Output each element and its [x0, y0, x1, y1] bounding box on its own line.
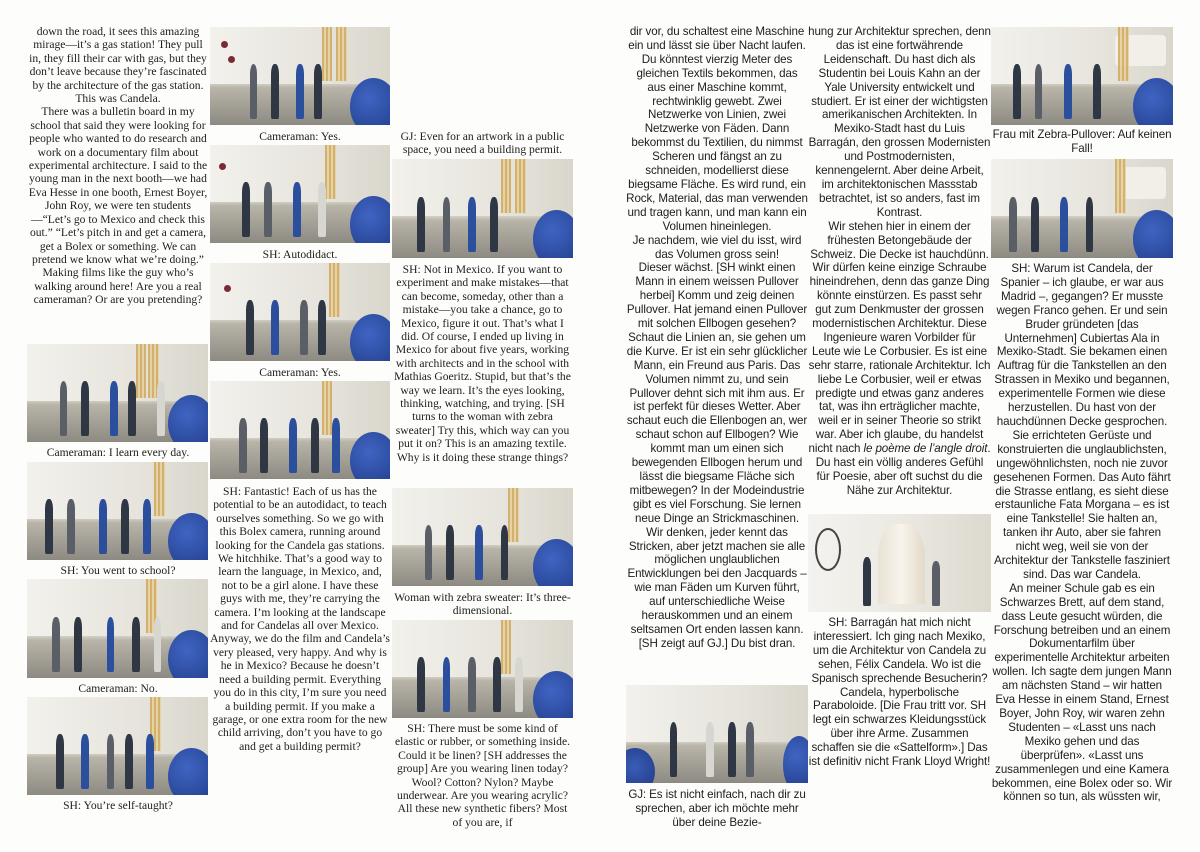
left-col3-text: SH: Not in Mexico. If you want to experiment and make mistakes—that can become, someday, other than a mistake—you take a chance, go to Mexico, figure it out. That’s what I did. Of course, I ended up living in Mexico for about five years, working with architects and in the school with Mathias Goeritz. Stupid, but that’s the way we learn. It’s the eyes looking, thinking, watching, and trying. [SH turns to the woman with zebra sweater] Try this, which way can you put it on? This is an amazing textile. Why is it doing these strange things?: [394, 263, 571, 464]
event-photo: [27, 697, 208, 795]
event-photo: [991, 159, 1173, 258]
caption-woman: Woman with zebra sweater: It’s three-dimensional.: [394, 591, 571, 618]
paragraph: Wir stehen hier in einem der frühesten Betongebäude der Schweiz. Die Decke ist hauchdünn. Wir dürfen keine einzige Schraube hineindrehen, denn das ganze Ding könnte einstürzen. Es passt sehr gut zum Denkmuster der grossen modernistischen Architektur. Diese Ingenieure waren Vorbilder für Leute wie Le Corbusier. Es ist eine sehr starre, rationale Architektur. Ich liebe Le Corbusier, weil er etwas predigte und etwas ganz anderes tat, was ihn erträglicher machte, weil er in seiner Theorie so strikt war. Aber ich glaube, du handelst nicht nach le poème de l’angle droit. Du hast ein völlig anderes Gefühl für Poesie, aber oft suchst du die Nähe zur Architektur.: [808, 219, 991, 497]
caption-sh: SH: Autodidact.: [262, 248, 338, 261]
paragraph: hung zur Architektur sprechen, denn das ist eine fortwährende Leidenschaft. Du hast dich als Studentin bei Louis Kahn an der Yale University entwickelt und studiert. Er ist einer der wichtigsten amerikanischen Architekten. In Mexiko-Stadt hast du Luis Barragán, den grossen Modernisten und Postmodernisten, kennengelernt. Aber deine Arbeit, im architektonischen Massstab betrachtet, ist so anders, fast im Kontrast.: [808, 25, 991, 219]
event-photo: [210, 263, 390, 361]
paragraph: There was a bulletin board in my school that said they were looking for people who wanted to do research and work on a documentary film about experimental architecture. I said to the young man in the next booth—we had Eva Hesse in one booth, Ernest Boyer, John Roy, we were ten students—“Let’s go to Mexico and check this out.” “Let’s pitch in and get a camera, get a Bolex or something. We can pretend we know what we’re doing.” Making films like the guy who’s walking around here! Are you a real cameraman? Or are you pretending?: [28, 105, 208, 307]
right-col3-text: [991, 262, 1173, 804]
event-photo: [392, 620, 573, 718]
event-photo: [626, 685, 808, 783]
caption-cameraman: Cameraman: No.: [78, 682, 158, 695]
right-col2-text: [808, 25, 991, 498]
event-photo: [27, 462, 208, 560]
event-photo: [210, 27, 390, 125]
caption-zebra: Frau mit Zebra-Pullover: Auf keinen Fall!: [992, 128, 1172, 155]
event-photo: [27, 344, 208, 442]
left-col2-text: SH: Fantastic! Each of us has the potential to be an autodidact, to teach ourselves something. So we go with this Bolex camera, running around looking for the Candela gas stations. We hitchhike. That’s a good way to learn the language, in Mexico, and, not to be a girl alone. I have these guys with me, they’re carrying the camera. I’m looking at the landscape and for Candelas all over Mexico. Anyway, we do the film and Candela’s very pleased, very happy. And why is he in Mexico? Because he doesn’t need a building permit. Everything you do in this city, I’m sure you need a building permit. If you make a garage, or one extra room for the new child arriving, don’t you have to go and get a building permit?: [210, 485, 390, 753]
event-photo: [392, 488, 573, 586]
event-photo: [210, 381, 390, 479]
caption-sh: SH: You’re self-taught?: [63, 799, 173, 812]
paragraph: Je nachdem, wie viel du isst, wird das Volumen gross sein!: [632, 233, 802, 261]
left-col3-text: SH: There must be some kind of elastic or rubber, or something inside. Could it be linen? [SH addresses the group] Are you wearing linen today? Wool? Cotton? Nylon? Maybe underwear. Are you wearing acrylic? All these new synthetic fibers? Most of you are, if: [394, 722, 570, 829]
caption-sh: SH: You went to school?: [60, 564, 176, 577]
paragraph: An meiner Schule gab es ein Schwarzes Brett, auf dem stand, dass Leute gesucht würden, die Forschung betreiben und an einem Dokumentarfilm über experimentelle Architektur arbeiten wollen. Ich sagte dem jungen Mann am nächsten Stand – wir hatten Eva Hesse in einem Stand, Ernest Boyer, John Roy, wir waren zehn Studenten – «Lasst uns nach Mexiko gehen und das überprüfen». «Lasst uns zusammenlegen und eine Kamera bekommen, eine Bolex oder so. Wir können so tun, als wüssten wir,: [991, 581, 1173, 804]
caption-gj: GJ: Es ist nicht einfach, nach dir zu sprechen, aber ich möchte mehr über deine Bezie-: [628, 788, 806, 829]
paragraph: down the road, it sees this amazing mirage—it’s a gas station! They pull in, they fill their car with gas, but they don’t leave because they’re fascinated by the architecture of the gas station. This was Candela.: [29, 25, 207, 106]
paragraph: Dieser wächst. [SH winkt einen Mann in einem weissen Pullover herbei] Komm und zeig deinen Pullover. Hat jemand einen Pullover mit solchen Ellbogen gesehen? Schaut die Linien an, sie gehen um die Kurve. Er ist ein sehr glücklicher Mann, ein Freund aus Paris. Das Volumen nimmt zu, und sein Pullover dehnt sich mit ihm aus. Er ist perfekt für dieses Wetter. Aber schaut euch die Ellenbogen an, wer schaut schon auf Ellbogen? Wie kommt man um einen sich bewegenden Ellbogen herum und lässt die biegsame Fläche sich mitbewegen? In der Modeindustrie gibt es viel Forschung. Sie lernen neue Dinge an Strickmaschinen. Wir denken, jeder kennt das Stricken, aber jetzt machen sie alle möglichen unglaublichen Entwicklungen bei den Jacquards – wie man Fäden um Kurven führt, auf unterschiedliche Weise herauskommen und an einem seltsamen Ort enden lassen kann. [SH zeigt auf GJ.] Du bist dran.: [626, 261, 808, 650]
caption-cameraman: Cameraman: Yes.: [259, 130, 341, 143]
event-photo: [392, 159, 573, 258]
event-photo: [808, 514, 991, 612]
event-photo: [210, 145, 390, 243]
paragraph: SH: Warum ist Candela, der Spanier – ich glaube, er war aus Madrid –, gegangen? Er musste wegen Franco gehen. Er und sein Bruder gründeten [das Unternehmen] Cubiertas Ala in Mexiko-Stadt. Sie bekamen einen Auftrag für die Tankstellen an den Strassen in Mexiko und begannen, experimentelle Formen wie diese herzustellen. Du hast von der hauchdünnen Decke gesprochen. Sie errichteten Gerüste und konstruierten die unglaublichsten, ungewöhnlichsten, noch nie zuvor gesehenen Formen. Das Auto fährt die Strasse entlang, es sieht diese erstaunliche Fata Morgana – es ist eine Tankstelle! Sie halten an, tanken ihr Auto, aber sie fahren nicht weg, weil sie von der Architektur der Tankstelle fasziniert sind. Das war Candela.: [993, 262, 1171, 581]
caption-cameraman: Cameraman: I learn every day.: [46, 446, 190, 459]
paragraph: dir vor, du schaltest eine Maschine ein und lässt sie über Nacht laufen. Du könntest vierzig Meter des gleichen Textils bekommen, das aus einer Maschine kommt, rechtwinklig gewebt. Zwei Netzwerke von Linien, zwei Netzwerke von Fäden. Dann bekommst du Textilien, du nimmst Scheren und fängst an zu schneiden, modellierst diese biegsame Fläche. Es wird rund, ein Rock, Material, das man verwenden und tragen kann, und man kann ein Volumen hineinlegen.: [626, 25, 808, 233]
left-col1-top-text: [28, 25, 208, 307]
right-col1-text: [626, 25, 808, 651]
caption-gj: GJ: Even for an artwork in a public space, you need a building permit.: [400, 130, 565, 157]
event-photo: [991, 27, 1173, 125]
caption-cameraman: Cameraman: Yes.: [259, 366, 341, 379]
event-photo: [27, 579, 208, 678]
right-col2-text: SH: Barragán hat mich nicht interessiert. Ich ging nach Mexiko, um die Architektur von Candela zu sehen, Félix Candela. Wo ist die Spanisch sprechende Besucherin? Candela, hyperbolische Paraboloide. [Die Frau tritt vor. SH legt ein schwarzes Kleidungsstück über ihre Arme. Zusammen schaffen sie die «Sattelform».] Das ist definitiv nicht Frank Lloyd Wright!: [808, 616, 991, 769]
